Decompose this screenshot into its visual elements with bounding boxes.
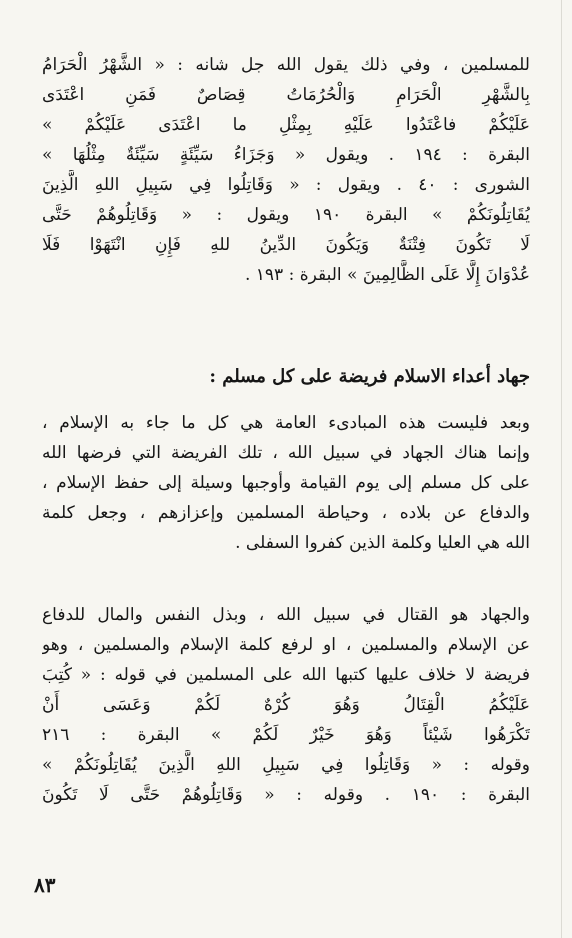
page-number: ٨٣ (34, 873, 56, 897)
text-line: وبعد فليست هذه المبادىء العامة هي كل ما جاء به الإسلام ، (42, 413, 530, 433)
text-line: وإنما هناك الجهاد في سبيل الله ، تلك الفريضة التي فرضها الله (42, 443, 530, 463)
text-line: تَكْرَهُوا شَيْئاً وَهُوَ خَيْرٌ لَكُمْ » البقرة : ٢١٦ (42, 725, 530, 745)
text-line: الله هي العليا وكلمة الذين كفروا السفلى . (235, 533, 530, 553)
text-line: والدفاع عن بلاده ، وحياطة المسلمين وإعزازهم ، وجعل كلمة (42, 503, 530, 523)
paragraph-jihad-definition (42, 600, 530, 810)
text-line: البقرة : ١٩٠ . وقوله : « وَقَاتِلُوهُمْ حَتَّى لَا تَكُونَ (42, 785, 530, 805)
text-line: يُقَاتِلُونَكُمْ » البقرة ١٩٠ ويقول : « وَقَاتِلُوهُمْ حَتَّى (42, 205, 530, 225)
section-heading: جهاد أعداء الاسلام فريضة على كل مسلم : (209, 366, 530, 387)
text-line: لَا تَكُونَ فِتْنَةٌ وَيَكُونَ الدِّينُ للهِ فَإِنِ انْتَهَوْا فَلَا (42, 235, 530, 255)
text-line: البقرة : ١٩٤ . ويقول « وَجَزَاءُ سَيِّئَةٍ سَيِّئَةٌ مِثْلُهَا » (42, 145, 530, 165)
text-line: والجهاد هو القتال في سبيل الله ، وبذل النفس والمال للدفاع (42, 605, 530, 625)
text-line: على كل مسلم إلى يوم القيامة وأوجبها وسيلة إلى حفظ الإسلام ، (42, 473, 530, 493)
text-line: عَلَيْكُمُ الْقِتَالُ وَهُوَ كُرْهٌ لَكُمْ وَعَسَى أَنْ (42, 695, 530, 715)
text-line: عُدْوَانَ إِلَّا عَلَى الظَّالِمِينَ » البقرة : ١٩٣ . (244, 265, 530, 285)
text-line: عن الإسلام والمسلمين ، او لرفع كلمة الإسلام والمسلمين ، وهو (42, 635, 530, 655)
paragraph-jihad-obligation (42, 408, 530, 558)
text-line: بِالشَّهْرِ الْحَرَامِ وَالْحُرُمَاتُ قِصَاصٌ فَمَنِ اعْتَدَى (42, 85, 530, 105)
text-line: عَلَيْكُمْ فاعْتَدُوا عَلَيْهِ بِمِثْلِ ما اعْتَدَى عَلَيْكُمْ » (42, 115, 530, 135)
text-line: وقوله : « وَقَاتِلُوا فِي سَبِيلِ اللهِ الَّذِينَ يُقَاتِلُونَكُمْ » (42, 755, 530, 775)
text-line: فريضة لا خلاف عليها كتبها الله على المسلمين في قوله : « كُتِبَ (42, 665, 530, 685)
text-line: للمسلمين ، وفي ذلك يقول الله جل شانه : « الشَّهْرُ الْحَرَامُ (42, 55, 530, 75)
text-line: الشورى : ٤٠ . ويقول : « وَقَاتِلُوا فِي سَبِيلِ اللهِ الَّذِينَ (42, 175, 530, 195)
paragraph-quran-verses (42, 50, 530, 290)
page-edge-divider (561, 0, 562, 938)
